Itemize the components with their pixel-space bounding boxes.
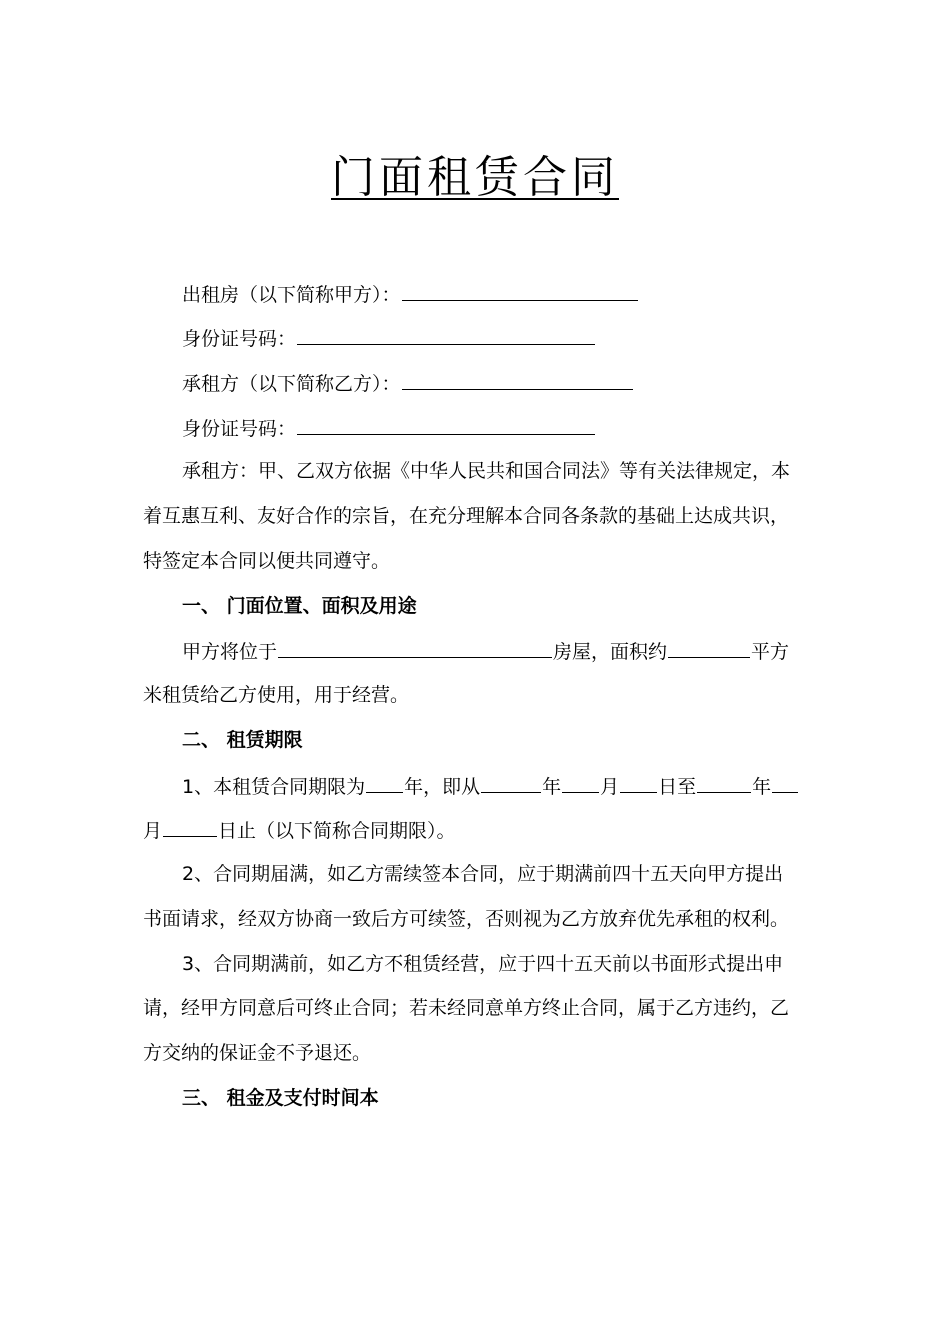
- section-1-line-1: [182, 637, 789, 665]
- end-year-label: 年: [752, 776, 772, 798]
- term-label: 1、本租赁合同期限为: [182, 776, 366, 798]
- section-2-item-2-line-2: 书面请求，经双方协商一致后方可续签，否则视为乙方放弃优先承租的权利。: [143, 908, 790, 930]
- term-years-blank[interactable]: [366, 772, 403, 793]
- lessor-label: 出租房（以下简称甲方）：: [182, 284, 401, 306]
- section-2-item-3-line-3: 方交纳的保证金不予退还。: [143, 1042, 372, 1064]
- area-unit-part: 平方: [751, 641, 790, 663]
- area-blank[interactable]: [668, 637, 750, 658]
- section-1-line-2: 米租赁给乙方使用，用于经营。: [143, 684, 410, 706]
- preamble-line-3: 特签定本合同以便共同遵守。: [143, 550, 391, 572]
- term-from-label: 年，即从: [404, 776, 481, 798]
- start-month-label: 月: [600, 776, 620, 798]
- section-1-heading: 一、 门面位置、面积及用途: [182, 595, 417, 617]
- section-2-item-3-line-2: 请，经甲方同意后可终止合同；若未经同意单方终止合同，属于乙方违约，乙: [143, 997, 790, 1019]
- lessor-id-line: [182, 324, 596, 352]
- end-day-label: 日止（以下简称合同期限）。: [218, 820, 456, 842]
- lessor-id-label: 身份证号码：: [182, 328, 297, 350]
- preamble-line-2: 着互惠互利、友好合作的宗旨，在充分理解本合同各条款的基础上达成共识，: [143, 505, 790, 527]
- lessor-line: [182, 280, 639, 308]
- lessee-label: 承租方（以下简称乙方）：: [182, 373, 401, 395]
- section-2-heading: 二、 租赁期限: [182, 729, 303, 751]
- end-month-blank[interactable]: [772, 772, 798, 793]
- start-month-blank[interactable]: [562, 772, 599, 793]
- start-day-label: 日至: [658, 776, 697, 798]
- lessee-id-line: [182, 414, 596, 442]
- document-title: 门面租赁合同: [331, 152, 619, 203]
- start-year-blank[interactable]: [481, 772, 541, 793]
- lessor-name-blank[interactable]: [402, 280, 638, 301]
- preamble-line-1: 承租方：甲、乙双方依据《中华人民共和国合同法》等有关法律规定，本: [182, 460, 791, 482]
- location-label: 甲方将位于: [182, 641, 278, 663]
- start-day-blank[interactable]: [620, 772, 657, 793]
- section-2-item-1-line-2: [143, 816, 456, 844]
- section-2-item-1-line-1: [182, 772, 799, 800]
- end-month-label: 月: [143, 820, 163, 842]
- area-label: 房屋，面积约: [553, 641, 668, 663]
- start-year-label: 年: [542, 776, 562, 798]
- lessee-line: [182, 369, 634, 397]
- lessor-id-blank[interactable]: [297, 324, 595, 345]
- section-2-item-3-line-1: 3、合同期满前，如乙方不租赁经营，应于四十五天前以书面形式提出申: [182, 953, 784, 975]
- lessee-id-blank[interactable]: [297, 414, 595, 435]
- location-blank[interactable]: [278, 637, 552, 658]
- section-3-heading: 三、 租金及支付时间本: [182, 1087, 379, 1109]
- lessee-name-blank[interactable]: [402, 369, 633, 390]
- section-2-item-2-line-1: 2、合同期届满，如乙方需续签本合同，应于期满前四十五天向甲方提出: [182, 863, 784, 885]
- end-year-blank[interactable]: [697, 772, 751, 793]
- end-day-blank[interactable]: [163, 816, 217, 837]
- lessee-id-label: 身份证号码：: [182, 418, 297, 440]
